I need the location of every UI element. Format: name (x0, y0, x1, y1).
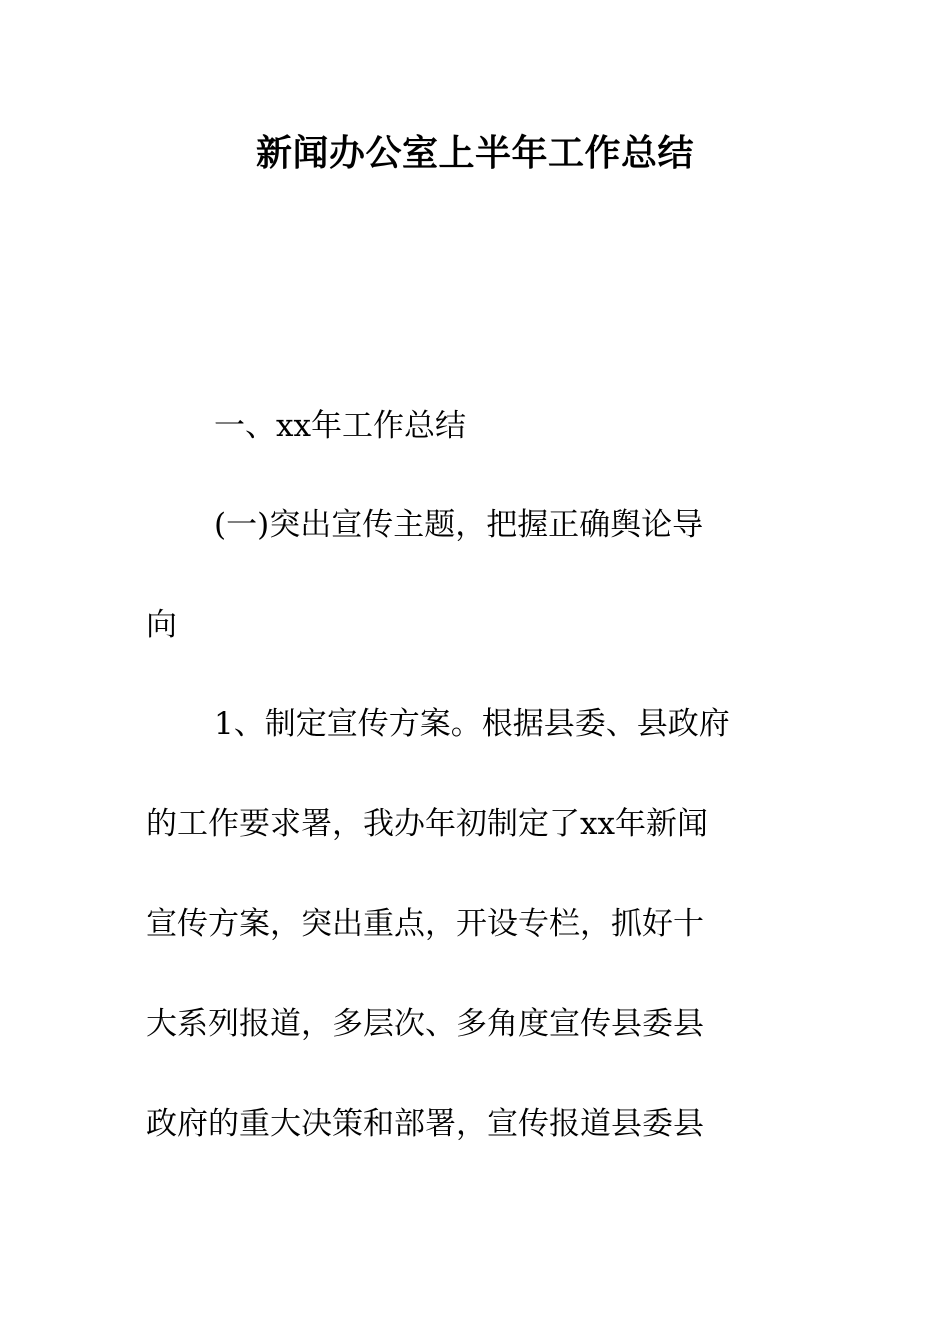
subsection-heading-continued: 向 (146, 607, 177, 643)
paragraph-line: 宣传方案，突出重点，开设专栏，抓好十 (146, 906, 704, 942)
paragraph-line: 政府的重大决策和部署，宣传报道县委县 (146, 1106, 704, 1142)
document-title: 新闻办公室上半年工作总结 (255, 133, 694, 174)
subsection-heading: (一)突出宣传主题，把握正确舆论导 (214, 507, 704, 543)
paragraph-line: 1、制定宣传方案。根据县委、县政府 (214, 706, 730, 742)
paragraph-line: 大系列报道，多层次、多角度宣传县委县 (146, 1006, 704, 1042)
paragraph-line: 的工作要求署，我办年初制定了xx年新闻 (146, 806, 708, 842)
section-heading: 一、xx年工作总结 (214, 408, 466, 444)
